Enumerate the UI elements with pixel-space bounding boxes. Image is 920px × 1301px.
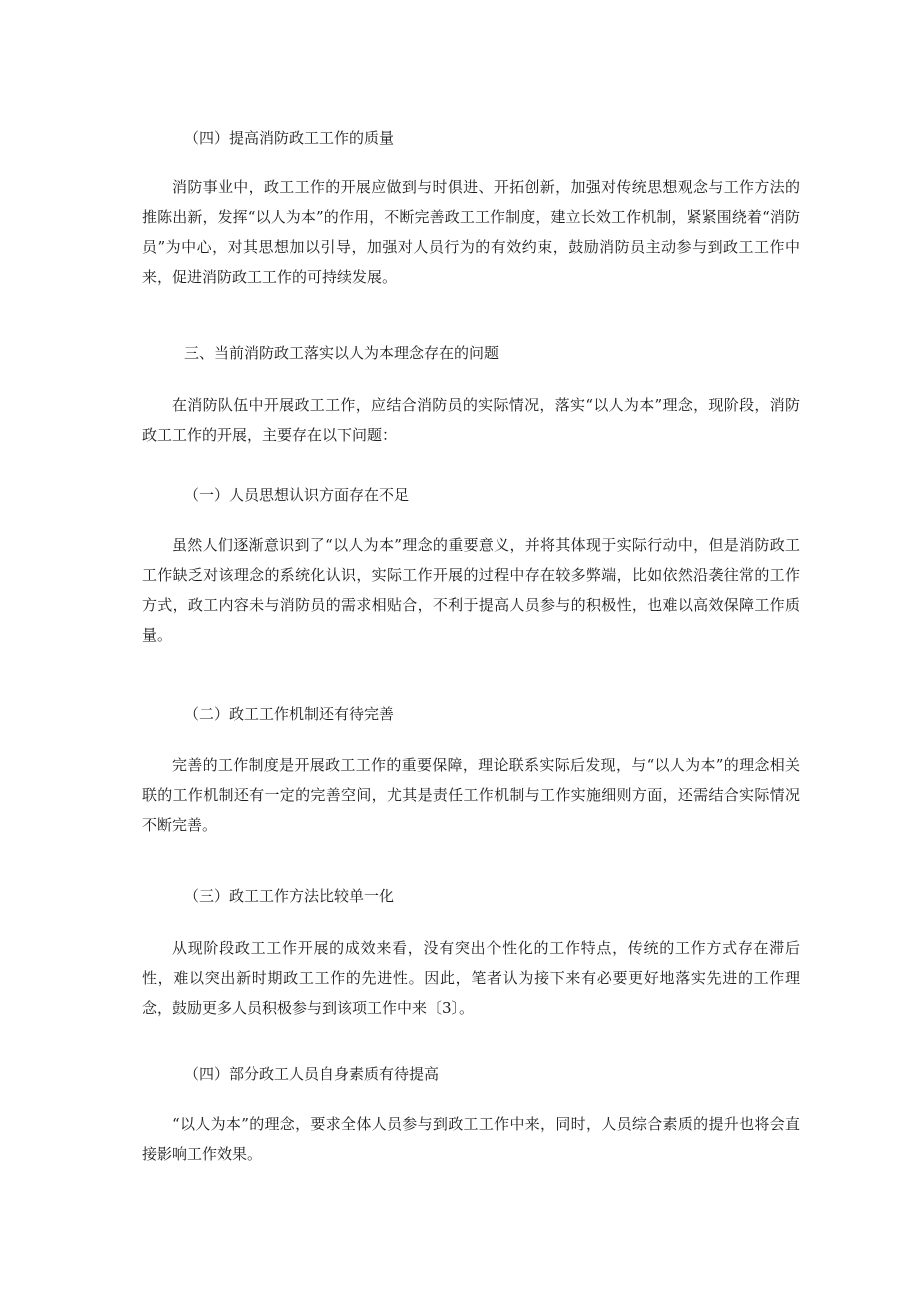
paragraph-methods: 从现阶段政工工作开展的成效来看，没有突出个性化的工作特点，传统的工作方式存在滞后性，难以突出新时期政工工作的先进性。因此，笔者认为接下来有必要更好地落实先进的工作理念，鼓励更多人员积极参与到该项工作中来〔3〕。 xyxy=(142,939,800,1017)
section-heading-methods: （三）政工工作方法比较单一化 xyxy=(184,887,395,905)
section-heading-personnel-quality: （四）部分政工人员自身素质有待提高 xyxy=(184,1065,440,1083)
paragraph-personnel-quality: “以人为本”的理念，要求全体人员参与到政工工作中来，同时，人员综合素质的提升也将会直接影响工作效果。 xyxy=(142,1115,800,1163)
section-heading-mechanism: （二）政工工作机制还有待完善 xyxy=(184,705,395,723)
paragraph-improve-quality: 消防事业中，政工工作的开展应做到与时俱进、开拓创新，加强对传统思想观念与工作方法的推陈出新，发挥“以人为本”的作用，不断完善政工工作制度，建立长效工作机制，紧紧围绕着“消防员”为中心，对其思想加以引导，加强对人员行为的有效约束，鼓励消防员主动参与到政工工作中来，促进消防政工工作的可持续发展。 xyxy=(142,178,800,286)
paragraph-current-problems: 在消防队伍中开展政工工作，应结合消防员的实际情况，落实“以人为本”理念，现阶段，消防政工工作的开展，主要存在以下问题： xyxy=(142,396,800,444)
section-heading-current-problems: 三、当前消防政工落实以人为本理念存在的问题 xyxy=(184,344,500,362)
section-heading-improve-quality: （四）提高消防政工工作的质量 xyxy=(184,129,395,147)
paragraph-mechanism: 完善的工作制度是开展政工工作的重要保障，理论联系实际后发现，与“以人为本”的理念相关联的工作机制还有一定的完善空间，尤其是责任工作机制与工作实施细则方面，还需结合实际情况不断完善。 xyxy=(142,756,800,834)
section-heading-awareness: （一）人员思想认识方面存在不足 xyxy=(184,486,410,504)
paragraph-awareness: 虽然人们逐渐意识到了“以人为本”理念的重要意义，并将其体现于实际行动中，但是消防政工工作缺乏对该理念的系统化认识，实际工作开展的过程中存在较多弊端，比如依然沿袭往常的工作方式，政工内容未与消防员的需求相贴合，不利于提高人员参与的积极性，也难以高效保障工作质量。 xyxy=(142,536,800,644)
